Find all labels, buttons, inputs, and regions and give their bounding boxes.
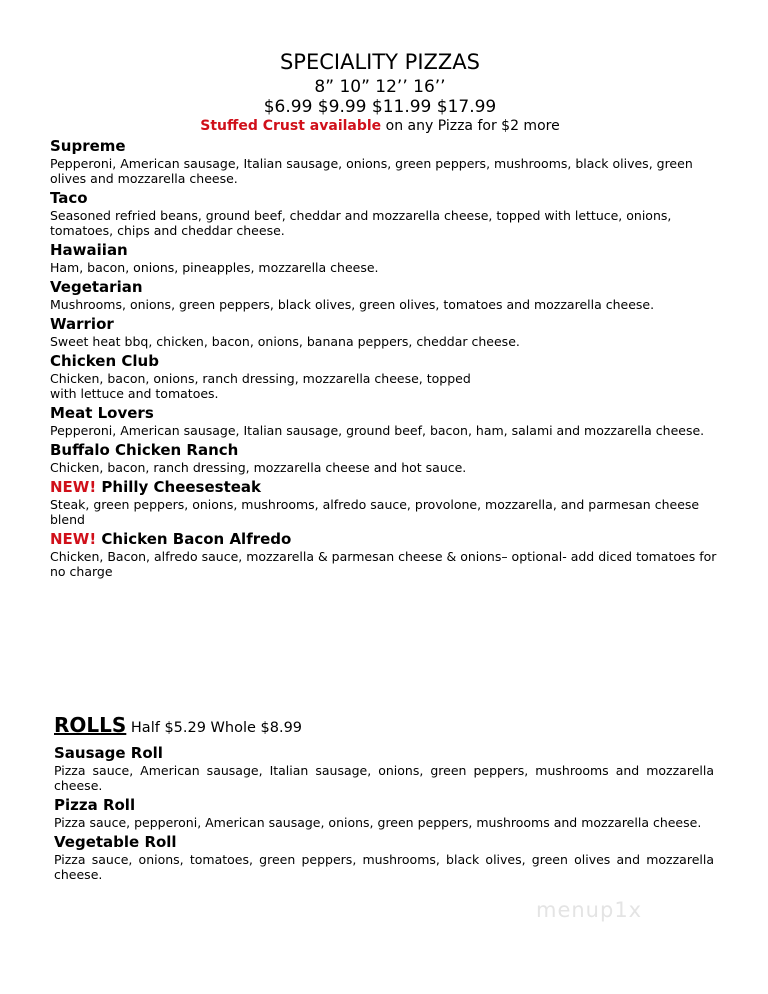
pizza-description: Steak, green peppers, onions, mushrooms, alfredo sauce, provolone, mozzarella, and parmesan cheese blend (50, 497, 700, 527)
pizza-name-text: Supreme (50, 137, 126, 155)
pizza-name (50, 441, 730, 460)
rolls-section (54, 712, 714, 882)
roll-name: Sausage Roll (54, 744, 163, 762)
pizza-name-text: Warrior (50, 315, 114, 333)
pizza-name (50, 478, 730, 497)
pizza-name-text: Philly Cheesesteak (101, 478, 262, 496)
pizza-list (50, 134, 730, 579)
pizza-description: Mushrooms, onions, green peppers, black olives, green olives, tomatoes and mozzarella cheese. (50, 297, 655, 312)
pizza-prices: $6.99 $9.99 $11.99 $17.99 (263, 97, 497, 117)
pizza-item (50, 352, 730, 401)
pizza-name (50, 189, 730, 208)
pizza-name-text: Meat Lovers (50, 404, 154, 422)
rolls-pricing: Half $5.29 Whole $8.99 (130, 720, 303, 736)
stuffed-crust-rest: on any Pizza for $2 more (381, 118, 560, 134)
pizza-description: Sweet heat bbq, chicken, bacon, onions, banana peppers, cheddar cheese. (50, 334, 520, 349)
page-title: SPECIALITY PIZZAS (279, 50, 481, 74)
stuffed-crust-highlight: Stuffed Crust available (200, 118, 382, 134)
roll-item (54, 744, 714, 793)
pizza-item (50, 137, 730, 186)
pizza-item (50, 241, 730, 275)
pizza-description: Chicken, Bacon, alfredo sauce, mozzarella & parmesan cheese & onions– optional- add diced tomatoes for no charge (50, 549, 717, 579)
pizza-name-text: Chicken Club (50, 352, 159, 370)
roll-item (54, 833, 714, 882)
pizza-item (50, 315, 730, 349)
roll-description: Pizza sauce, American sausage, Italian sausage, onions, green peppers, mushrooms and mozzarella cheese. (54, 763, 714, 793)
pizza-description: Chicken, bacon, ranch dressing, mozzarella cheese and hot sauce. (50, 460, 467, 475)
pizza-item (50, 530, 730, 579)
pizza-description: Pepperoni, American sausage, Italian sausage, onions, green peppers, mushrooms, black olives, green olives and mozzarella cheese. (50, 156, 693, 186)
pizza-name (50, 530, 730, 549)
roll-description: Pizza sauce, pepperoni, American sausage, onions, green peppers, mushrooms and mozzarella cheese. (54, 815, 702, 830)
new-badge: NEW! (50, 530, 97, 548)
pizza-description: Chicken, bacon, onions, ranch dressing, mozzarella cheese, topped with lettuce and tomatoes. (50, 371, 471, 401)
pizza-description: Ham, bacon, onions, pineapples, mozzarella cheese. (50, 260, 379, 275)
pizza-name-text: Chicken Bacon Alfredo (101, 530, 292, 548)
new-badge: NEW! (50, 478, 97, 496)
pizza-sizes: 8” 10” 12’’ 16’’ (314, 77, 446, 97)
roll-name: Vegetable Roll (54, 833, 177, 851)
pizza-name (50, 404, 730, 423)
roll-item (54, 796, 714, 830)
pizza-name (50, 137, 730, 156)
pizza-name-text: Hawaiian (50, 241, 128, 259)
pizza-name (50, 241, 730, 260)
rolls-title: ROLLS (54, 713, 127, 737)
pizza-name (50, 278, 730, 297)
pizza-name-text: Taco (50, 189, 88, 207)
pizza-item (50, 278, 730, 312)
pizza-item (50, 478, 730, 527)
pizza-name-text: Vegetarian (50, 278, 143, 296)
pizza-item (50, 404, 730, 438)
pizza-description: Pepperoni, American sausage, Italian sausage, ground beef, bacon, ham, salami and mozzarella cheese. (50, 423, 705, 438)
pizza-description: Seasoned refried beans, ground beef, cheddar and mozzarella cheese, topped with lettuce, onions, tomatoes, chips and cheddar cheese. (50, 208, 672, 238)
rolls-header (54, 712, 714, 741)
pizza-name (50, 352, 730, 371)
pizza-item (50, 189, 730, 238)
pizza-name-text: Buffalo Chicken Ranch (50, 441, 239, 459)
stuffed-crust-note (0, 118, 760, 134)
pizza-name (50, 315, 730, 334)
menupix-watermark: menup1x (536, 898, 643, 922)
roll-description: Pizza sauce, onions, tomatoes, green peppers, mushrooms, black olives, green olives and mozzarella cheese. (54, 852, 714, 882)
pizza-item (50, 441, 730, 475)
roll-name: Pizza Roll (54, 796, 136, 814)
